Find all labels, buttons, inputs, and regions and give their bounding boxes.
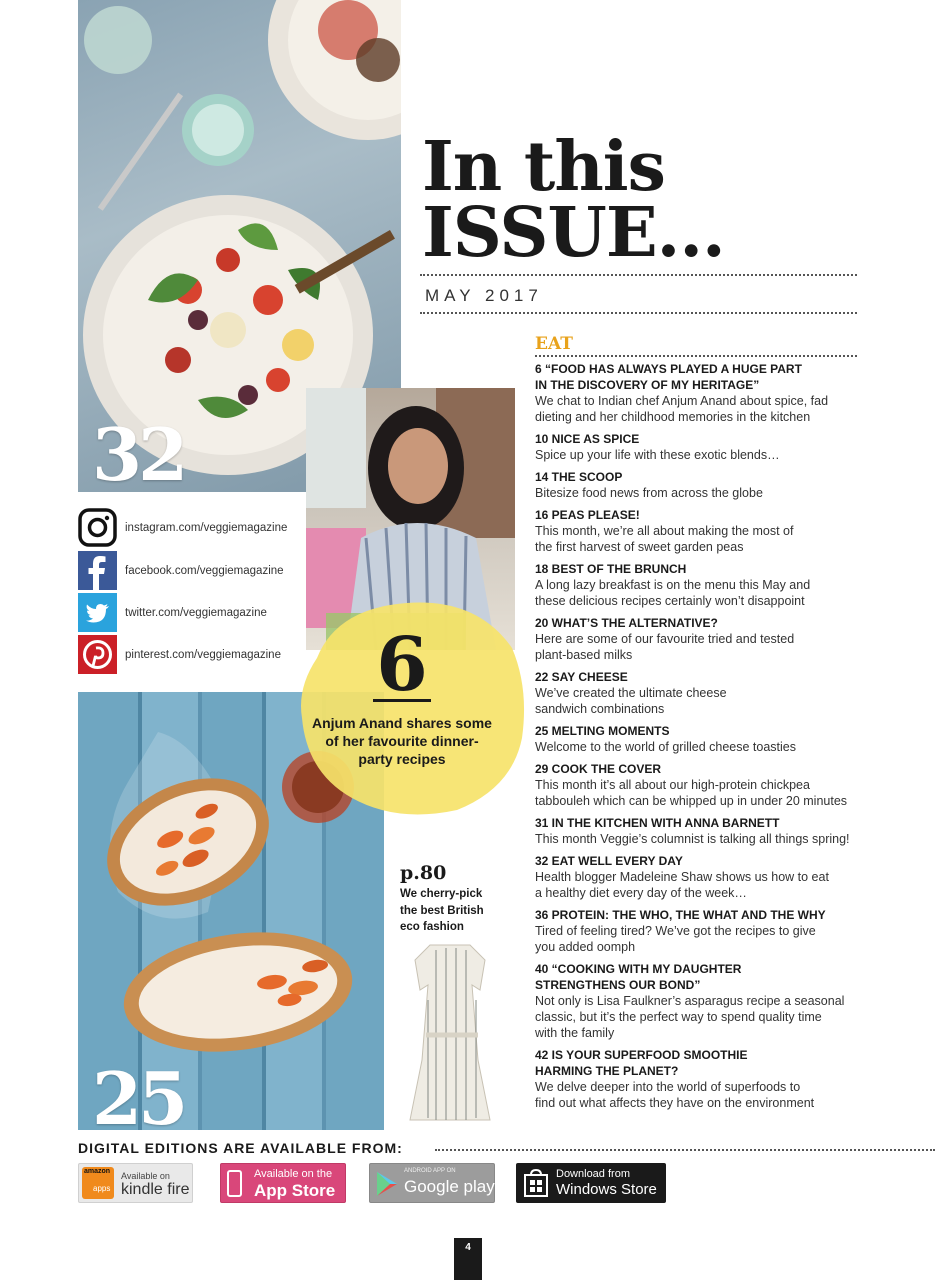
social-facebook[interactable] bbox=[78, 551, 308, 591]
instagram-icon bbox=[78, 508, 117, 547]
issue-date: MAY 2017 bbox=[425, 286, 543, 305]
contents-entry[interactable] bbox=[535, 361, 857, 425]
entry-title: 36 PROTEIN: THE WHO, THE WHAT AND THE WHY bbox=[535, 908, 826, 922]
feature-caption: Anjum Anand shares some of her favourite dinner-party recipes bbox=[312, 715, 492, 767]
entry-title: 22 SAY CHEESE bbox=[535, 670, 628, 684]
entry-title: 20 WHAT’S THE ALTERNATIVE? bbox=[535, 616, 718, 630]
twitter-icon bbox=[78, 593, 117, 632]
contents-entry[interactable] bbox=[535, 507, 857, 555]
entry-description: Here are some of our favourite tried and tested plant-based milks bbox=[535, 632, 795, 662]
entry-description: Welcome to the world of grilled cheese toasties bbox=[535, 740, 797, 754]
contents-entry[interactable] bbox=[535, 615, 857, 663]
dress-photo bbox=[400, 940, 500, 1130]
section-rule bbox=[535, 355, 857, 357]
entry-description: We chat to Indian chef Anjum Anand about spice, fad dieting and her childhood memories in the kitchen bbox=[535, 394, 829, 424]
contents-entry[interactable] bbox=[535, 469, 857, 501]
title-line-2: ISSUE... bbox=[422, 193, 725, 273]
entry-title: 40 “COOKING WITH MY DAUGHTER STRENGTHENS OUR BOND” bbox=[535, 962, 742, 992]
googleplay-big-text: Google play bbox=[404, 1177, 495, 1196]
entry-title: 25 MELTING MOMENTS bbox=[535, 724, 670, 738]
digital-editions-heading: DIGITAL EDITIONS ARE AVAILABLE FROM: bbox=[78, 1140, 403, 1156]
play-icon bbox=[375, 1171, 399, 1197]
contents-entry[interactable] bbox=[535, 815, 857, 847]
section-heading-eat: EAT bbox=[535, 334, 573, 354]
entry-description: Health blogger Madeleine Shaw shows us how to eat a healthy diet every day of the week… bbox=[535, 870, 829, 900]
contents-entry[interactable] bbox=[535, 907, 857, 955]
entry-description: Tired of feeling tired? We’ve got the recipes to give you added oomph bbox=[535, 924, 816, 954]
kindle-fire-badge[interactable] bbox=[78, 1163, 193, 1203]
social-twitter[interactable] bbox=[78, 593, 308, 633]
title-rule-bottom bbox=[420, 312, 857, 314]
windows-store-icon bbox=[523, 1169, 549, 1197]
contents-entry[interactable] bbox=[535, 561, 857, 609]
entry-title: 32 EAT WELL EVERY DAY bbox=[535, 854, 683, 868]
contents-entry[interactable] bbox=[535, 961, 857, 1041]
facebook-link[interactable]: facebook.com/veggiemagazine bbox=[125, 565, 284, 577]
entry-description: A long lazy breakfast is on the menu this May and these delicious recipes certainly won’t disappoint bbox=[535, 578, 811, 608]
entry-description: Bitesize food news from across the globe bbox=[535, 486, 763, 500]
windows-big-text: Windows Store bbox=[556, 1181, 657, 1198]
page-number: 4 bbox=[454, 1238, 482, 1280]
title-rule-top bbox=[420, 274, 857, 276]
entry-description: This month Veggie’s columnist is talking all things spring! bbox=[535, 832, 850, 846]
social-pinterest[interactable] bbox=[78, 635, 308, 675]
contents-entry[interactable] bbox=[535, 1047, 857, 1111]
feature-underline bbox=[373, 699, 431, 702]
google-play-badge[interactable] bbox=[369, 1163, 495, 1203]
contents-entry[interactable] bbox=[535, 669, 857, 717]
contents-entry[interactable] bbox=[535, 723, 857, 755]
page-title bbox=[422, 127, 725, 273]
entry-title: 14 THE SCOOP bbox=[535, 470, 623, 484]
entry-description: Not only is Lisa Faulkner’s asparagus recipe a seasonal classic, but it’s the perfect way to spend quality time with the family bbox=[535, 994, 845, 1040]
editions-rule bbox=[435, 1149, 935, 1151]
entry-title: 42 IS YOUR SUPERFOOD SMOOTHIE HARMING THE PLANET? bbox=[535, 1048, 748, 1078]
entry-title: 31 IN THE KITCHEN WITH ANNA BARNETT bbox=[535, 816, 780, 830]
pinterest-icon bbox=[78, 635, 117, 674]
entry-title: 10 NICE AS SPICE bbox=[535, 432, 640, 446]
entry-title: 6 “FOOD HAS ALWAYS PLAYED A HUGE PART IN THE DISCOVERY OF MY HERITAGE” bbox=[535, 362, 802, 392]
entry-description: Spice up your life with these exotic blends… bbox=[535, 448, 780, 462]
contents-list bbox=[535, 334, 857, 1117]
contents-entry[interactable] bbox=[535, 853, 857, 901]
contents-entry[interactable] bbox=[535, 761, 857, 809]
feature-page-number: 6 bbox=[376, 622, 428, 708]
page-25-label: 25 bbox=[92, 1056, 185, 1141]
kindle-small-text: Available on bbox=[121, 1171, 170, 1181]
entry-description: This month, we’re all about making the most of the first harvest of sweet garden peas bbox=[535, 524, 794, 554]
entry-title: 29 COOK THE COVER bbox=[535, 762, 662, 776]
social-instagram[interactable] bbox=[78, 508, 308, 548]
entry-description: We’ve created the ultimate cheese sandwich combinations bbox=[535, 686, 727, 716]
pinterest-link[interactable]: pinterest.com/veggiemagazine bbox=[125, 649, 281, 661]
windows-small-text: Download from bbox=[556, 1168, 630, 1180]
contents-entry[interactable] bbox=[535, 431, 857, 463]
amazon-logo-text: amazon bbox=[84, 1168, 111, 1175]
app-store-badge[interactable] bbox=[220, 1163, 346, 1203]
instagram-link[interactable]: instagram.com/veggiemagazine bbox=[125, 522, 288, 534]
entry-description: We delve deeper into the world of superfoods to find out what affects they have on the environment bbox=[535, 1080, 815, 1110]
kindle-big-text: kindle fire bbox=[121, 1181, 190, 1198]
twitter-link[interactable]: twitter.com/veggiemagazine bbox=[125, 607, 267, 619]
appstore-small-text: Available on the bbox=[254, 1168, 333, 1180]
title-line-1: In this bbox=[422, 127, 665, 207]
amazon-apps-icon bbox=[82, 1167, 114, 1199]
phone-icon bbox=[227, 1170, 242, 1197]
page-32-label: 32 bbox=[92, 412, 185, 497]
windows-store-badge[interactable] bbox=[516, 1163, 666, 1203]
appstore-big-text: App Store bbox=[254, 1181, 336, 1200]
entry-title: 16 PEAS PLEASE! bbox=[535, 508, 640, 522]
apps-logo-text: apps bbox=[93, 1184, 111, 1193]
facebook-icon bbox=[78, 551, 117, 590]
entry-title: 18 BEST OF THE BRUNCH bbox=[535, 562, 687, 576]
fashion-page-number: p.80 bbox=[400, 862, 447, 884]
fashion-caption: We cherry-pick the best British eco fashion bbox=[400, 888, 484, 933]
entry-description: This month it’s all about our high-protein chickpea tabbouleh which can be whipped up in under 20 minutes bbox=[535, 778, 848, 808]
googleplay-small-text: ANDROID APP ON bbox=[404, 1168, 456, 1174]
